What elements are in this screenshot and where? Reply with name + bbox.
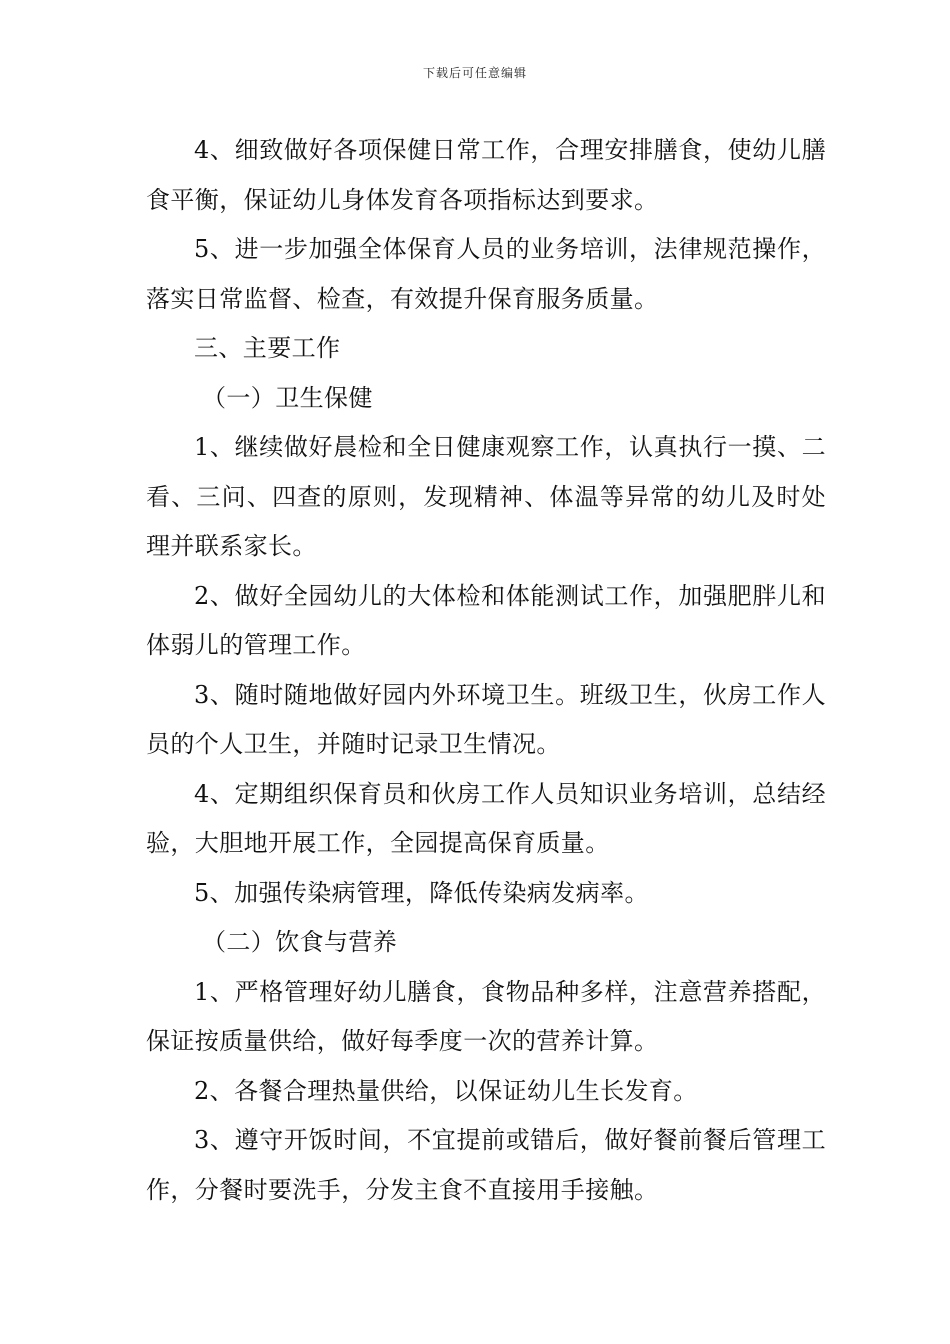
- section-heading-main-work: 三、主要工作: [194, 334, 341, 362]
- paragraph-health-1: 1、继续做好晨检和全日健康观察工作，认真执行一摸、二看、三问、四查的原则，发现精神、体温等异常的幼儿及时处理并联系家长。: [146, 433, 826, 560]
- subsection-heading-diet-nutrition: （二）饮食与营养: [202, 928, 398, 956]
- paragraph-health-4: 4、定期组织保育员和伙房工作人员知识业务培训，总结经验，大胆地开展工作，全园提高保育质量。: [146, 779, 826, 857]
- paragraph-health-3: 3、随时随地做好园内外环境卫生。班级卫生，伙房工作人员的个人卫生，并随时记录卫生情况。: [146, 680, 826, 758]
- paragraph-health-2: 2、做好全园幼儿的大体检和体能测试工作，加强肥胖儿和体弱儿的管理工作。: [146, 581, 826, 659]
- paragraph-goal-5: 5、进一步加强全体保育人员的业务培训，法律规范操作，落实日常监督、检查，有效提升保育服务质量。: [146, 235, 826, 313]
- paragraph-diet-1: 1、严格管理好幼儿膳食，食物品种多样，注意营养搭配，保证按质量供给，做好每季度一次的营养计算。: [146, 977, 826, 1055]
- page-header-note: 下载后可任意编辑: [422, 66, 527, 80]
- paragraph-health-5: 5、加强传染病管理，降低传染病发病率。: [194, 878, 649, 907]
- paragraph-diet-2: 2、各餐合理热量供给，以保证幼儿生长发育。: [194, 1076, 698, 1105]
- subsection-heading-health-care: （一）卫生保健: [202, 383, 373, 412]
- document-body: [146, 126, 826, 1215]
- paragraph-diet-3: 3、遵守开饭时间，不宜提前或错后，做好餐前餐后管理工作，分餐时要洗手，分发主食不直接用手接触。: [146, 1126, 826, 1204]
- paragraph-goal-4: 4、细致做好各项保健日常工作，合理安排膳食，使幼儿膳食平衡，保证幼儿身体发育各项指标达到要求。: [146, 136, 826, 214]
